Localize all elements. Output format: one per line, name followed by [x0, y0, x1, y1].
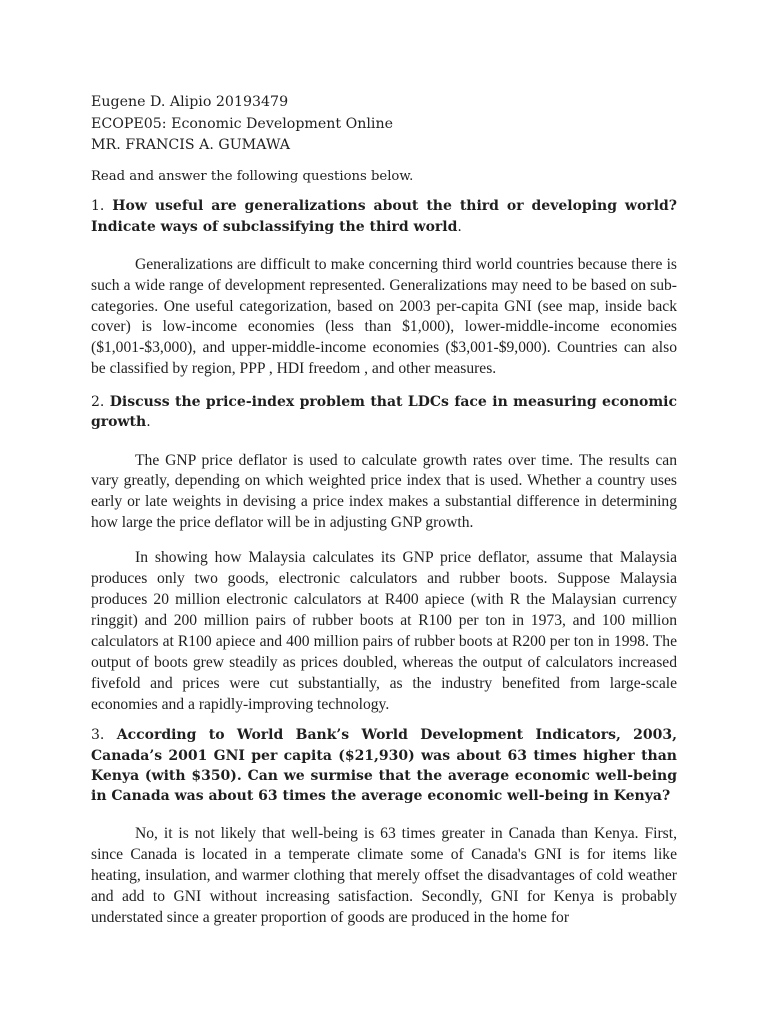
question-end-punct: .: [457, 218, 462, 235]
question-number: 1.: [91, 198, 105, 215]
question-number: 2.: [91, 394, 105, 411]
question-text: According to World Bank’s World Development Indicators, 2003, Canada’s 2001 GNI per capita ($21,930) was about 63 times higher than Kenya (with $350). Can we surmise that the average economic well-being in Canada was about 63 times the average economic well-being in Kenya?: [91, 727, 678, 805]
answer-paragraph: The GNP price deflator is used to calculate growth rates over time. The results can vary greatly, depending on which weighted price index that is used. Whether a country uses early or late weights in devising a price index makes a substantial difference in determining how large the price deflator will be in adjusting GNP growth.: [91, 451, 677, 532]
question-3: [91, 725, 677, 806]
answer-paragraph: In showing how Malaysia calculates its GNP price deflator, assume that Malaysia produces only two goods, electronic calculators and rubber boots. Suppose Malaysia produces 20 million electronic calculators at R400 apiece (with R the Malaysian currency ringgit) and 200 million pairs of rubber boots at R100 per ton in 1973, and 100 million calculators at R100 apiece and 400 million pairs of rubber boots at R200 per ton in 1998. The output of boots grew steadily as prices doubled, whereas the output of calculators increased fivefold and prices were cut substantially, as the industry benefited from large-scale economies and a rapidly-improving technology.: [91, 549, 677, 713]
question-end-punct: .: [146, 414, 151, 431]
instructions: Read and answer the following questions below.: [91, 168, 414, 184]
question-1: [91, 196, 677, 236]
question-number: 3.: [91, 727, 105, 744]
answer-paragraph: No, it is not likely that well-being is 63 times greater in Canada than Kenya. First, since Canada is located in a temperate climate some of Canada's GNI is for items like heating, insulation, and warmer clothing that merely offset the disadvantages of cold weather and add to GNI without increasing satisfaction. Secondly, GNI for Kenya is probably understated since a greater proportion of goods are produced in the home for: [91, 825, 677, 926]
student-name-id: Eugene D. Alipio 20193479: [91, 94, 289, 110]
document-page: [91, 92, 677, 929]
instructor-name: MR. FRANCIS A. GUMAWA: [91, 137, 290, 153]
question-text: Discuss the price-index problem that LDCs face in measuring economic growth: [91, 394, 677, 431]
question-text: How useful are generalizations about the third or developing world? Indicate ways of subclassifying the third world: [91, 198, 677, 235]
course-title: ECOPE05: Economic Development Online: [91, 115, 393, 132]
question-2: [91, 392, 677, 432]
answer-paragraph: Generalizations are difficult to make concerning third world countries because there is such a wide range of development represented. Generalizations may need to be based on sub-categories. One useful categorization, based on 2003 per-capita GNI (see map, inside back cover) is low-income economies (less than $1,000), lower-middle-income economies ($1,001-$3,000), and upper-middle-income economies ($3,001-$9,000). Countries can also be classified by region, PPP , HDI freedom , and other measures.: [91, 255, 677, 378]
